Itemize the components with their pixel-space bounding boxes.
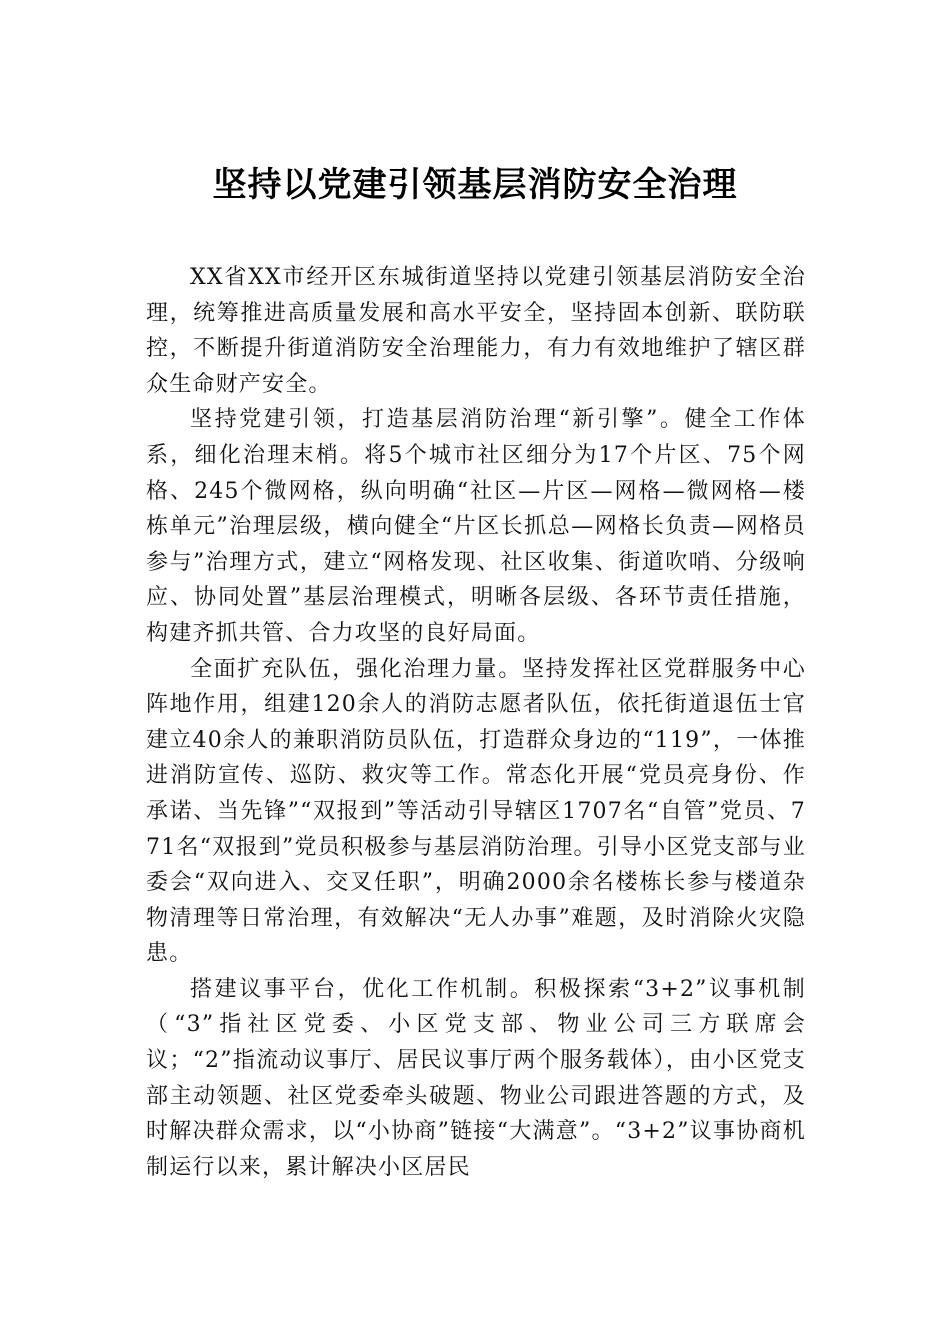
document-title: 坚持以党建引领基层消防安全治理 <box>212 165 738 205</box>
document-body <box>146 260 806 1185</box>
paragraph-intro: XX省XX市经开区东城街道坚持以党建引领基层消防安全治理，统筹推进高质量发展和高水平安全，坚持固本创新、联防联控，不断提升街道消防安全治理能力，有力有效地维护了辖区群众生命财产安全。 <box>146 265 806 397</box>
paragraph-team-expansion: 全面扩充队伍，强化治理力量。坚持发挥社区党群服务中心阵地作用，组建120余人的消防志愿者队伍，依托街道退伍士官建立40余人的兼职消防员队伍，打造群众身边的“119”，一体推进消防宣传、巡防、救灾等工作。常态化开展“党员亮身份、作承诺、当先锋”“双报到”等活动引导辖区1707名“自管”党员、771名“双报到”党员积极参与基层消防治理。引导小区党支部与业委会“双向进入、交叉任职”，明确2000余名楼栋长参与楼道杂物清理等日常治理，有效解决“无人办事”难题，及时消除火灾隐患。 <box>146 656 806 967</box>
paragraph-party-leadership: 坚持党建引领，打造基层消防治理“新引擎”。健全工作体系，细化治理末梢。将5个城市社区细分为17个片区、75个网格、245个微网格，纵向明确“社区—片区—网格—微网格—楼栋单元”治理层级，横向健全“片区长抓总—网格长负责—网格员参与”治理方式，建立“网格发现、社区收集、街道吹哨、分级响应、协同处置”基层治理模式，明晰各层级、各环节责任措施，构建齐抓共管、合力攻坚的良好局面。 <box>146 407 806 646</box>
paragraph-deliberation-platform: 搭建议事平台，优化工作机制。积极探索“3+2”议事机制（“3”指社区党委、小区党支部、物业公司三方联席会议；“2”指流动议事厅、居民议事厅两个服务载体），由小区党支部主动领题、社区党委牵头破题、物业公司跟进答题的方式，及时解决群众需求，以“小协商”链接“大满意”。“3+2”议事协商机制运行以来，累计解决小区居民 <box>146 976 806 1180</box>
